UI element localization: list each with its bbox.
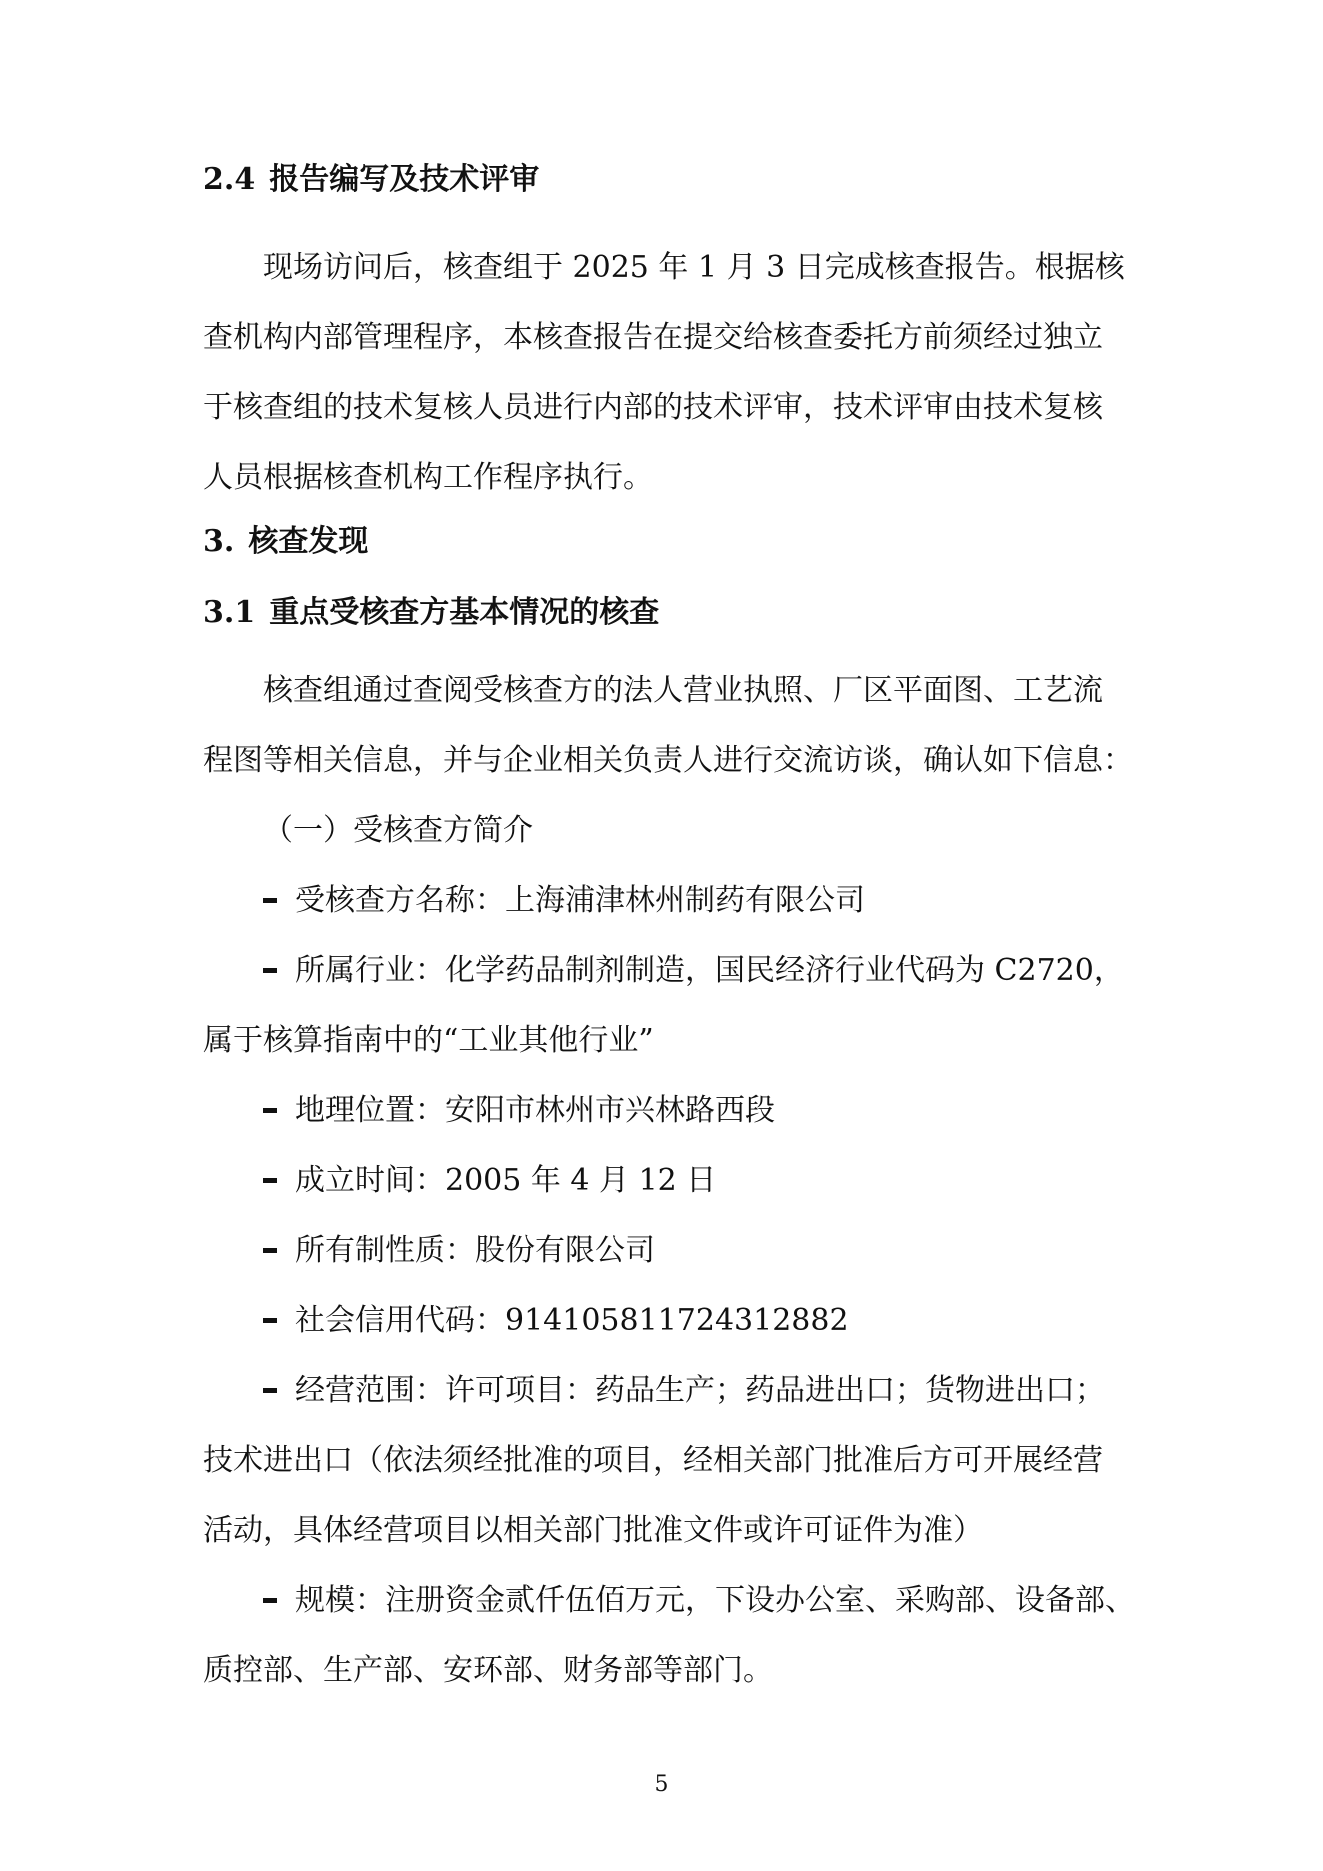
list-item-text: 社会信用代码：914105811724312882 [295, 1303, 849, 1338]
dash-bullet-icon [263, 1108, 277, 1113]
list-item-business-scope [203, 1356, 1127, 1426]
section-3-1-intro [203, 656, 1133, 796]
section-heading-3-1 [203, 593, 659, 633]
company-info-list [203, 866, 1135, 1706]
list-item-scale [203, 1566, 1135, 1636]
list-item-location [203, 1076, 1127, 1146]
list-item-continuation: 质控部、生产部、安环部、财务部等部门。 [203, 1653, 773, 1688]
section-number: 2.4 [203, 162, 256, 197]
paragraph-line: 现场访问后，核查组于 2025 年 1 月 3 日完成核查报告。根据核 [263, 250, 1125, 285]
section-2-4-paragraph [203, 233, 1127, 513]
list-item-continuation: 技术进出口（依法须经批准的项目，经相关部门批准后方可开展经营 [203, 1443, 1103, 1478]
paragraph-line: 人员根据核查机构工作程序执行。 [203, 460, 653, 495]
paragraph-line: 于核查组的技术复核人员进行内部的技术评审，技术评审由技术复核 [203, 390, 1103, 425]
dash-bullet-icon [263, 1598, 277, 1603]
section-title: 核查发现 [248, 524, 369, 559]
section-heading-2-4 [203, 160, 539, 200]
list-item-text: 成立时间：2005 年 4 月 12 日 [295, 1163, 717, 1198]
dash-bullet-icon [263, 968, 277, 973]
section-title: 重点受核查方基本情况的核查 [269, 595, 660, 630]
dash-bullet-icon [263, 898, 277, 903]
list-item-industry [203, 936, 1127, 1006]
dash-bullet-icon [263, 1178, 277, 1183]
paragraph-line: 程图等相关信息，并与企业相关负责人进行交流访谈，确认如下信息： [203, 743, 1133, 778]
page-number: 5 [654, 1772, 669, 1797]
list-item-founded [203, 1146, 1127, 1216]
list-item-continuation: 属于核算指南中的“工业其他行业” [203, 1023, 654, 1058]
list-item-text: 所属行业：化学药品制剂制造，国民经济行业代码为 C2720， [295, 953, 1124, 988]
section-title: 报告编写及技术评审 [269, 162, 540, 197]
paragraph-line: 核查组通过查阅受核查方的法人营业执照、厂区平面图、工艺流 [263, 673, 1103, 708]
section-number: 3.1 [203, 595, 256, 630]
list-item-continuation: 活动，具体经营项目以相关部门批准文件或许可证件为准） [203, 1513, 983, 1548]
list-item-name [203, 866, 1127, 936]
dash-bullet-icon [263, 1388, 277, 1393]
subsection-heading [203, 796, 1127, 866]
section-number: 3. [203, 524, 235, 559]
section-heading-3 [203, 522, 368, 562]
list-item-text: 受核查方名称：上海浦津林州制药有限公司 [295, 883, 865, 918]
list-item-credit-code [203, 1286, 1127, 1356]
list-item-text: 地理位置：安阳市林州市兴林路西段 [295, 1093, 775, 1128]
paragraph-line: 查机构内部管理程序，本核查报告在提交给核查委托方前须经过独立 [203, 320, 1103, 355]
dash-bullet-icon [263, 1318, 277, 1323]
list-item-text: 经营范围：许可项目：药品生产；药品进出口；货物进出口； [295, 1373, 1105, 1408]
list-item-text: 规模：注册资金贰仟伍佰万元，下设办公室、采购部、设备部、 [295, 1583, 1135, 1618]
dash-bullet-icon [263, 1248, 277, 1253]
subheading-text: （一）受核查方简介 [263, 813, 533, 848]
list-item-text: 所有制性质：股份有限公司 [295, 1233, 655, 1268]
list-item-ownership [203, 1216, 1127, 1286]
